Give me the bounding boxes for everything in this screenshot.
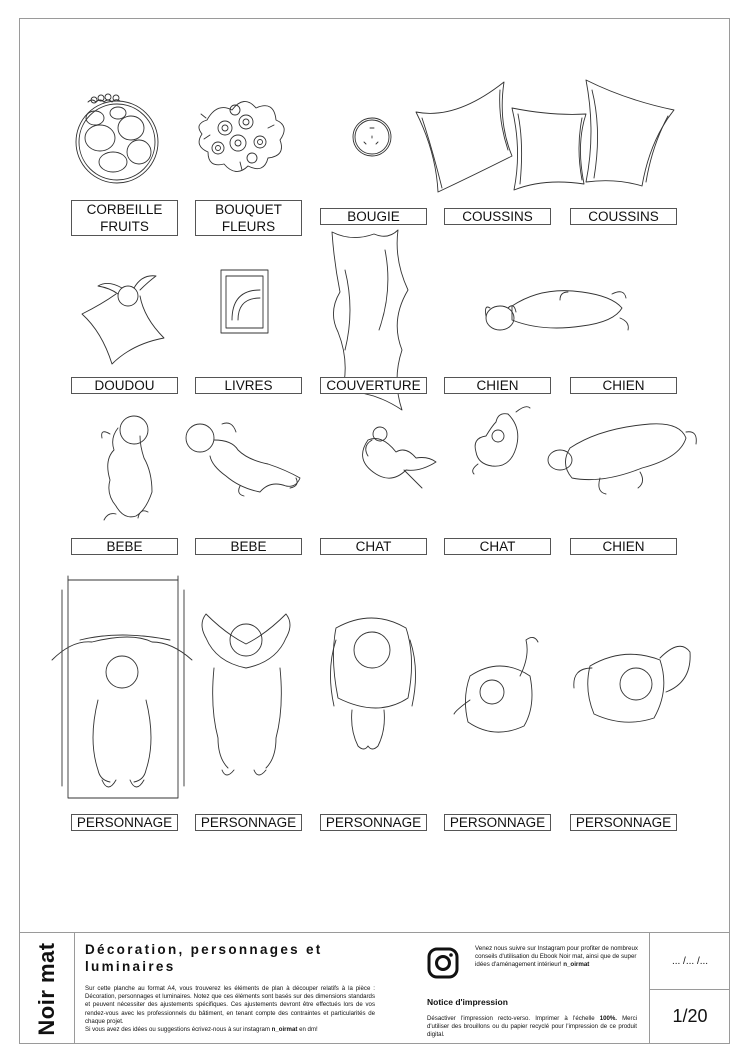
brand-cell <box>19 933 75 1044</box>
cushion-drawing-2 <box>512 108 586 190</box>
dog-drawing-3 <box>548 424 696 494</box>
label-personnage-1: PERSONNAGE <box>71 814 178 831</box>
cushion-drawing-3 <box>586 80 674 186</box>
label-personnage-5: PERSONNAGE <box>570 814 677 831</box>
description-text: Sur cette planche au format A4, vous trouverez les éléments de plan à découper relatifs à la pièce : Décoration, personnages et luminaires. Notez que ces éléments sont basés sur des dimensions standards et peuvent nécessiter des ajustements spécifiques. Ces ajustements devront être effectués lors de vos rendez-vous avec les professionnels du bâtiment, en tenant compte des contraintes et particularités de chaque projet. <box>85 985 375 1025</box>
dog-drawing-1 <box>486 291 629 330</box>
sheet-description <box>85 985 375 1034</box>
label-coussins-2: COUSSINS <box>570 208 677 225</box>
page-number: 1/20 <box>672 1006 708 1026</box>
page-cell <box>649 933 730 1044</box>
notice-prefix: Désactiver l'impression recto-verso. Imprimer à l'échelle <box>427 1015 600 1022</box>
person-drawing-3 <box>330 618 415 749</box>
sheet-title: Décoration, personnages et luminaires <box>85 942 323 974</box>
label-bouquet-fleurs: BOUQUET FLEURS <box>195 200 302 236</box>
instagram-icon[interactable] <box>427 947 459 979</box>
person-drawing-2 <box>202 614 290 775</box>
flower-bouquet-drawing <box>199 101 284 171</box>
cat-drawing-2 <box>473 407 530 474</box>
label-doudou: DOUDOU <box>71 377 178 394</box>
label-chat-1: CHAT <box>320 538 427 555</box>
description-cell <box>85 941 375 1034</box>
label-bebe-1: BEBE <box>71 538 178 555</box>
label-coussins-1: COUSSINS <box>444 208 551 225</box>
notice-scale: 100%. <box>599 1015 617 1022</box>
brand-name: Noir mat <box>34 942 59 1036</box>
label-bebe-2: BEBE <box>195 538 302 555</box>
label-personnage-2: PERSONNAGE <box>195 814 302 831</box>
label-personnage-4: PERSONNAGE <box>444 814 551 831</box>
instagram-message: Venez nous suivre sur Instagram pour profiter de nombreux conseils d'utilisation du Ebook Noir mat, ainsi que de super idées d'aménagement intérieur! <box>475 945 639 969</box>
instagram-text <box>475 945 645 970</box>
cat-drawing-1 <box>363 427 436 488</box>
cuddly-toy-drawing <box>82 276 164 364</box>
person-drawing-1 <box>52 576 192 798</box>
fruit-basket-drawing <box>76 94 158 183</box>
notice-title: Notice d'impression <box>427 997 508 1007</box>
label-couverture: COUVERTURE <box>320 377 427 394</box>
label-bougie: BOUGIE <box>320 208 427 225</box>
baby-drawing-2 <box>186 423 300 496</box>
label-chien-3: CHIEN <box>570 538 677 555</box>
candle-drawing <box>353 118 391 156</box>
books-drawing <box>221 270 268 333</box>
date-field: ... /... /... <box>650 933 730 990</box>
label-chat-2: CHAT <box>444 538 551 555</box>
suggestion-handle[interactable]: n_oirmat <box>271 1026 298 1034</box>
notice-text <box>427 1015 637 1040</box>
label-chien-2: CHIEN <box>570 377 677 394</box>
suggestion-text: Si vous avez des idées ou suggestions écrivez-nous à sur instagram <box>85 1026 272 1034</box>
notice-suffix: Merci d'utiliser des brouillons ou du papier recyclé pour l'impression de ce produit digital. <box>427 1015 637 1039</box>
label-livres: LIVRES <box>195 377 302 394</box>
label-personnage-3: PERSONNAGE <box>320 814 427 831</box>
label-chien-1: CHIEN <box>444 377 551 394</box>
person-drawing-5 <box>574 646 690 722</box>
title-block <box>19 932 730 1044</box>
instagram-handle[interactable]: n_oirmat <box>563 961 590 969</box>
label-corbeille-fruits: CORBEILLE FRUITS <box>71 200 178 236</box>
cushion-drawing-1 <box>416 82 512 192</box>
suggestion-suffix: en dm! <box>297 1026 318 1034</box>
baby-drawing-1 <box>102 416 152 520</box>
person-drawing-4 <box>454 637 538 732</box>
